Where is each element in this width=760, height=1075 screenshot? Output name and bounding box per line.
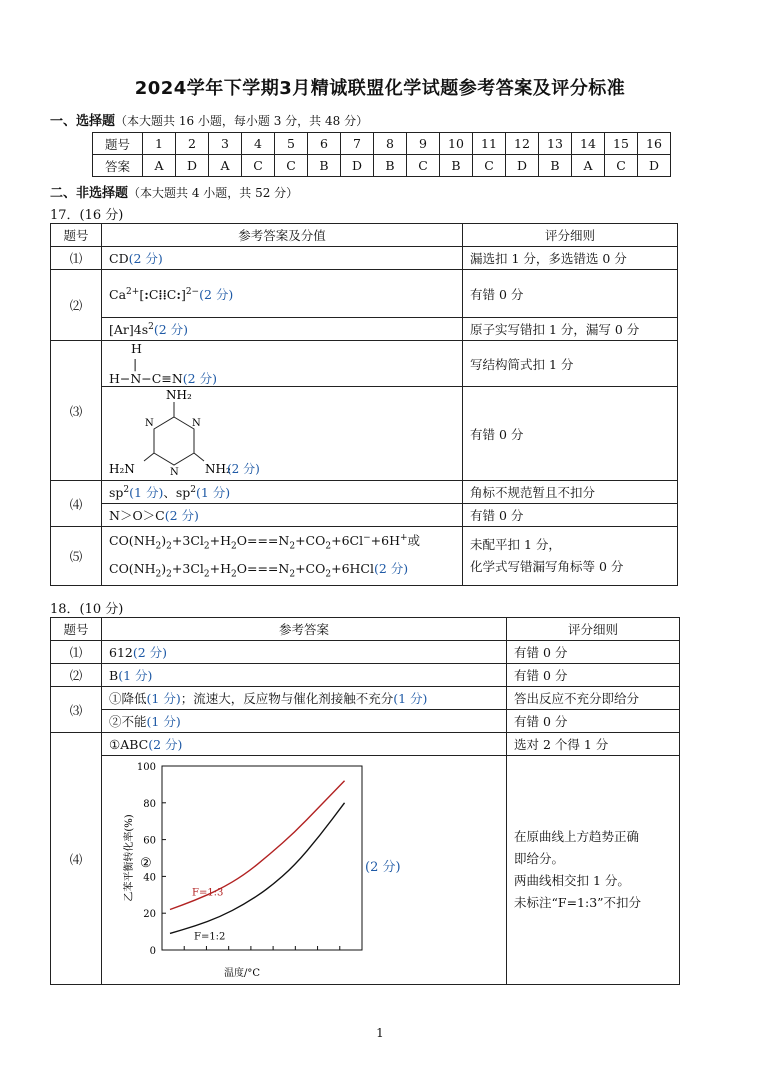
question-number: 15 <box>605 133 638 155</box>
choice-answer-table: 题号 1 2 3 4 5 6 7 8 9 10 11 12 13 14 15 16 答案 A D A C C B D B C B C D B A C D <box>92 132 671 177</box>
amine-right: NH₂ <box>205 462 231 476</box>
melamine-structure <box>109 387 309 477</box>
amine-left: H₂N <box>109 462 135 476</box>
answer-cell: C <box>473 155 506 177</box>
page-title: 2024学年下学期3月精诚联盟化学试题参考答案及评分标准 <box>134 78 626 99</box>
question-number: 6 <box>308 133 341 155</box>
svg-text:N: N <box>192 418 201 429</box>
question-number: 3 <box>209 133 242 155</box>
svg-text:(2 分): (2 分) <box>227 462 260 476</box>
answer-cell: D <box>506 155 539 177</box>
q17-table: 题号 参考答案及分值 评分细则 ⑴ CD(2 分) 漏选扣 1 分，多选错选 0 分 ⑵ $Ca^{2+}[:C⁞⁞C:]^{2-}(2$ 分) 有错 0 分 $[Ar]4s^2(2$ 分) 原子实写错扣 1 分，漏写 0 分 ⑶ H | H−N−C≡N(2 分) 写结构简式扣 1 分 NH₂ H₂N NH₂ N N N (2 分) 有错 0 分 ⑷ $sp^2(1$ 分)、$sp^2(1$ 分) 角标不规范暂且不扣分 N＞O＞C(2 分) 有错 0 分 ⑸ $CO(NH_2)_2+3Cl_2+H_2O===N_2+CO_2+6Cl^-+6H^+$或 $CO(NH_2)_2+3Cl_2+H_2O===N_2+CO_2+6HCl(2$ 分) 未配平扣 1 分， 化学式写错漏写角标等 0 分 <box>50 223 678 586</box>
y-tick-label: 20 <box>143 909 156 921</box>
question-number: 16 <box>638 133 671 155</box>
y-tick-label: 60 <box>143 835 156 847</box>
answer-marker: ② <box>140 856 152 872</box>
x-axis-label: 温度/°C <box>223 968 261 979</box>
answer-cell: C <box>275 155 308 177</box>
answer-cell: C <box>407 155 440 177</box>
section-one-heading: 一、选择题（本大题共 16 小题，每小题 3 分，共 48 分） <box>50 114 369 129</box>
question-number: 5 <box>275 133 308 155</box>
q17-label: 17．(16 分) <box>50 208 124 223</box>
answer-cell: A <box>209 155 242 177</box>
answer-cell: A <box>143 155 176 177</box>
series-label-1: F=1:3 <box>192 887 224 899</box>
answer-cell: B <box>539 155 572 177</box>
question-number: 4 <box>242 133 275 155</box>
question-number: 9 <box>407 133 440 155</box>
answer-cell: C <box>242 155 275 177</box>
answer-cell: D <box>176 155 209 177</box>
question-number: 10 <box>440 133 473 155</box>
section-two-heading: 二、非选择题（本大题共 4 小题，共 52 分） <box>50 186 299 201</box>
answer-cell: C <box>605 155 638 177</box>
series-line-0 <box>170 803 345 934</box>
question-number: 11 <box>473 133 506 155</box>
question-number: 12 <box>506 133 539 155</box>
question-number: 1 <box>143 133 176 155</box>
series-label-0: F=1:2 <box>194 931 226 943</box>
y-tick-label: 0 <box>149 946 156 957</box>
q18-label: 18．(10 分) <box>50 602 124 617</box>
amine-top: NH₂ <box>166 388 192 402</box>
question-number: 7 <box>341 133 374 155</box>
question-number: 14 <box>572 133 605 155</box>
page-number: 1 <box>376 1026 384 1040</box>
answer-cell: B <box>440 155 473 177</box>
svg-text:N: N <box>170 467 179 477</box>
y-tick-label: 40 <box>143 872 156 884</box>
y-tick-label: 80 <box>143 798 156 810</box>
question-number: 2 <box>176 133 209 155</box>
answer-cell: D <box>638 155 671 177</box>
question-number: 8 <box>374 133 407 155</box>
answer-cell: D <box>341 155 374 177</box>
answer-cell: B <box>374 155 407 177</box>
question-number: 13 <box>539 133 572 155</box>
points-label: (2 分) <box>365 859 401 875</box>
answer-cell: B <box>308 155 341 177</box>
q18-table: 题号 参考答案 评分细则 ⑴ 612(2 分) 有错 0 分 ⑵ B(1 分) 有错 0 分 ⑶ ①降低(1 分)；流速大，反应物与催化剂接触不充分(1 分) 答出反应不充分即给分 ②不能(1 分) 有错 0 分 ⑷ ①ABC(2 分) 选对 2 个得 1 分 0 20 40 60 80 100 乙苯平衡转化率(%) 温度/°C ② (2 分) F=1:2 F=1:3 在原曲线上方趋势正确 即给分。 两曲线相交扣 1 分。 未标注“F=1:3”不扣分 <box>50 617 680 985</box>
y-axis-label: 乙苯平衡转化率(%) <box>124 814 135 902</box>
conversion-chart <box>102 756 506 984</box>
svg-text:N: N <box>145 418 154 429</box>
answer-cell: A <box>572 155 605 177</box>
y-tick-label: 100 <box>136 762 156 773</box>
